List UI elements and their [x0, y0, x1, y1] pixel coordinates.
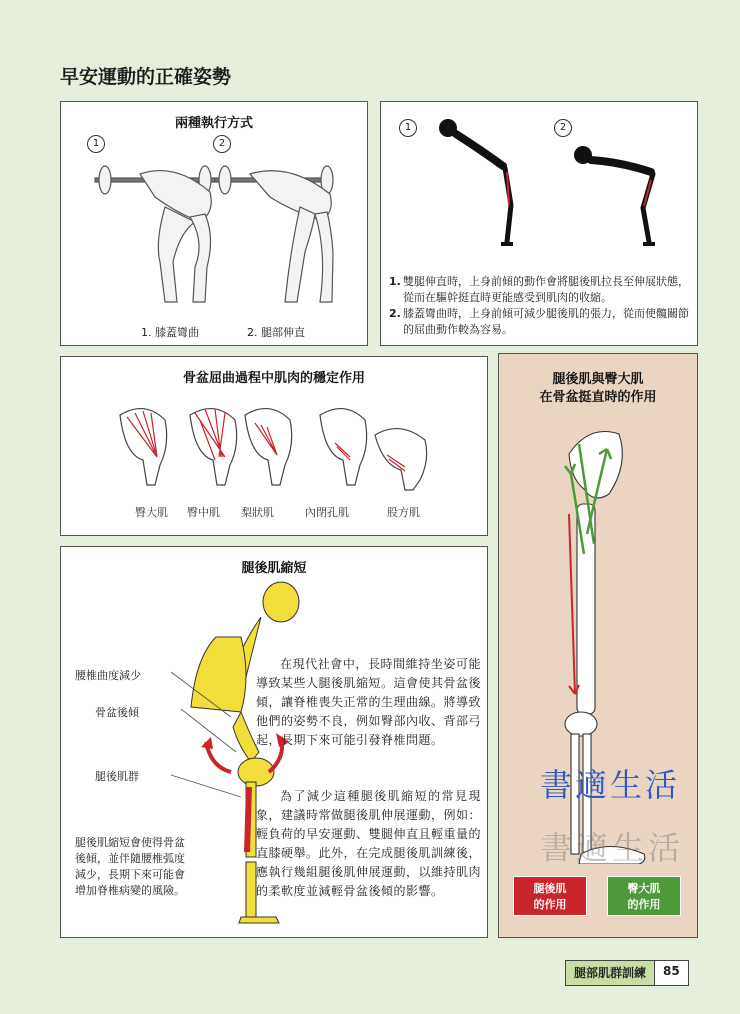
posture-1-marker: 1 — [399, 119, 417, 137]
method-2-caption: 2. 腿部伸直 — [247, 326, 305, 339]
paragraph-1: 在現代社會中，長時間維持坐姿可能導致某些人腿後肌縮短。這會使其骨盆後傾，讓脊椎喪失正常的生理曲線。將導致他們的姿勢不良，例如臀部內收、背部弓起，長期下來可能引發脊椎問題。 — [256, 657, 482, 747]
posture-notes — [389, 274, 689, 338]
footer-section-title: 腿部肌群訓練 — [566, 961, 655, 985]
pelvic-stability-panel — [60, 356, 488, 536]
execution-methods-title: 兩種執行方式 — [174, 116, 253, 131]
execution-methods-panel — [60, 101, 368, 346]
pelvic-stability-title: 骨盆屈曲過程中肌肉的穩定作用 — [182, 371, 365, 386]
stick-figure-diagram — [381, 110, 699, 260]
pelvis-muscle-illustration — [65, 395, 485, 495]
posture-note-1: 1. 雙腿伸直時，上身前傾的動作會將腿後肌拉長至伸展狀態，從而在驅幹挺直時更能感受到肌肉的收縮。 — [389, 275, 689, 304]
page-title: 早安運動的正確姿勢 — [60, 66, 232, 88]
muscle-label-gluteus-maximus: 臀大肌 — [135, 506, 168, 519]
watermark-primary: 書適生活 — [540, 766, 681, 804]
callout-hamstrings: 腿後肌群 — [95, 770, 139, 783]
hamstring-shortening-panel — [60, 546, 488, 938]
hamstring-glute-title-1: 腿後肌與臀大肌 — [552, 372, 644, 387]
posture-2-marker: 2 — [554, 119, 572, 137]
hamstring-glute-title-2: 在骨盆挺直時的作用 — [539, 390, 657, 405]
callout-pelvic-tilt: 骨盆後傾 — [95, 706, 139, 719]
method-1-marker: 1 — [87, 135, 105, 153]
paragraph-2: 為了減少這種腿後肌縮短的常見現象，建議時常做腿後肌伸展運動，例如：輕負荷的早安運動、雙腿伸直且輕重量的直膝硬舉。此外，在完成腿後肌訓練後，應執行幾組腿後肌伸展運動，以維持肌肉的柔軟度並減輕骨盆後傾的影響。 — [256, 789, 482, 898]
page-number: 85 — [663, 964, 680, 978]
good-morning-illustration — [65, 152, 365, 317]
muscle-label-obturator-internus: 內閉孔肌 — [305, 506, 349, 519]
muscle-label-piriformis: 梨狀肌 — [241, 506, 274, 519]
muscle-label-quadratus-femoris: 股方肌 — [387, 506, 420, 519]
side-note: 腿後肌縮短會使得骨盆後傾，並伴隨腰椎弧度減少，長期下來可能會增加脊椎病變的風險。 — [75, 836, 185, 897]
method-2-marker: 2 — [213, 135, 231, 153]
legend-hamstring: 腿後肌 的作用 — [513, 876, 587, 916]
hamstring-shortening-title: 腿後肌縮短 — [241, 561, 307, 576]
watermark-secondary: 書適生活 — [540, 829, 685, 867]
legend-glute: 臀大肌 的作用 — [607, 876, 681, 916]
posture-comparison-panel — [380, 101, 698, 346]
footer — [565, 960, 689, 986]
callout-lumbar-curve: 腰椎曲度減少 — [75, 669, 141, 682]
muscle-label-gluteus-medius: 臀中肌 — [187, 506, 220, 519]
posture-note-2: 2. 膝蓋彎曲時，上身前傾可減少腿後肌的張力，從而使髖關節的屈曲動作較為容易。 — [389, 307, 689, 336]
method-1-caption: 1. 膝蓋彎曲 — [141, 326, 199, 339]
